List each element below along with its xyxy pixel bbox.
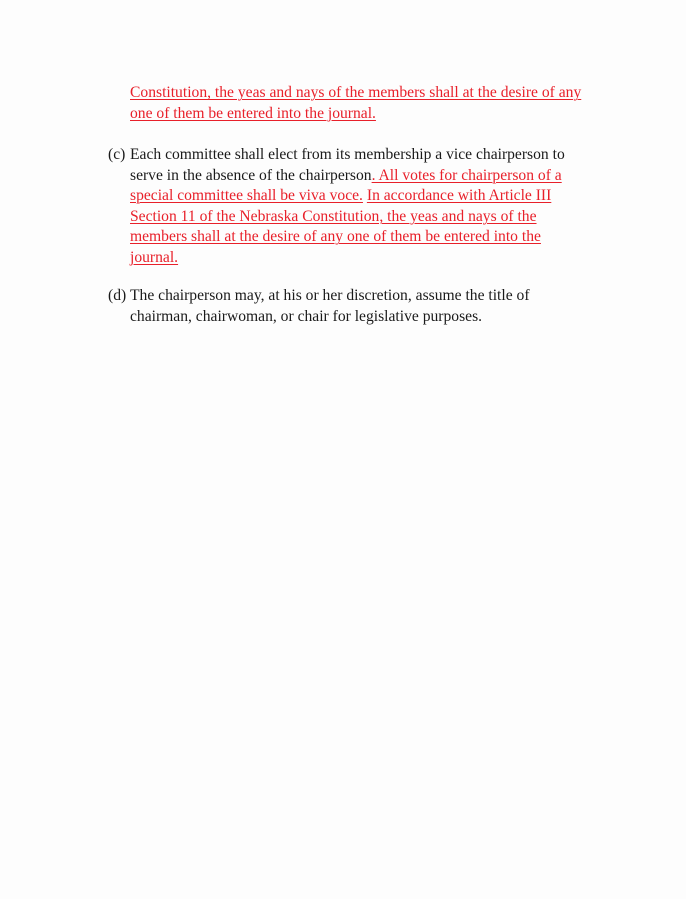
text-line (130, 227, 600, 248)
text-line (130, 307, 600, 328)
inserted-text: Section 11 of the Nebraska Constitution, the yeas and nays of the (130, 207, 537, 225)
inserted-text: members shall at the desire of any one of them be entered into the (130, 228, 541, 246)
plain-text: serve in the absence of the chairperson (130, 166, 372, 184)
plain-text: chairman, chairwoman, or chair for legislative purposes. (130, 307, 483, 325)
continued-paragraph (130, 83, 620, 124)
inserted-text: one of them be entered into the journal. (130, 104, 376, 122)
text-line (130, 286, 600, 307)
inserted-text: journal. (130, 248, 179, 266)
paragraph-c (108, 145, 600, 269)
inserted-text: special committee shall be viva voce. (130, 187, 363, 205)
inserted-text: Constitution, the yeas and nays of the members shall at the desire of any (130, 84, 582, 101)
inserted-text: . All votes for chairperson of a (371, 166, 562, 184)
text-line (130, 166, 600, 187)
paragraph-marker: (d) (108, 287, 127, 304)
text-line (130, 83, 620, 104)
inserted-text: In accordance with Article III (366, 187, 552, 205)
paragraph-d (108, 286, 600, 327)
text-line (130, 207, 600, 228)
plain-text: The chairperson may, at his or her discretion, assume the title of (130, 287, 530, 304)
paragraph-marker: (c) (108, 146, 126, 163)
text-line (130, 104, 620, 125)
plain-text: Each committee shall elect from its membership a vice chairperson to (130, 146, 565, 163)
text-line (130, 248, 600, 269)
text-line (130, 186, 600, 207)
text-line (130, 145, 600, 166)
